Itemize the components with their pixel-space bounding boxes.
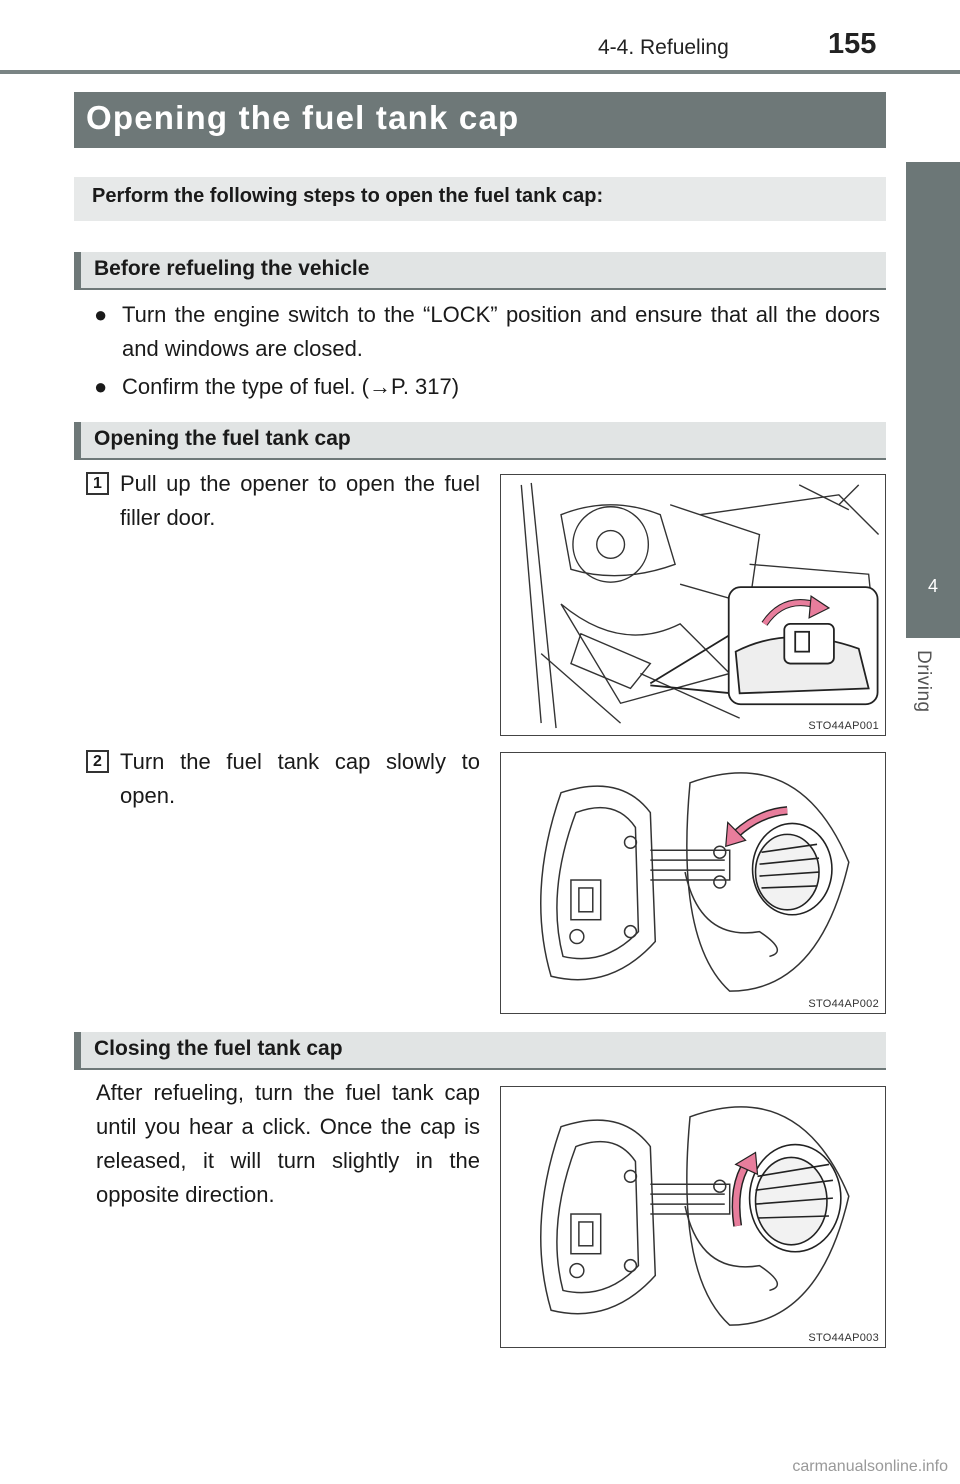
page-number: 155 xyxy=(828,28,877,60)
header-rule xyxy=(0,70,960,74)
bullet-icon: ● xyxy=(94,302,108,327)
figure-code: STO44AP003 xyxy=(808,1332,879,1344)
bullet-icon: ● xyxy=(94,374,108,399)
chapter-number: 4 xyxy=(927,576,938,596)
chapter-label: Driving xyxy=(913,650,934,713)
figure-turn-cap-open xyxy=(500,752,886,1014)
figure-fuel-door-opener xyxy=(500,474,886,736)
figure-close-cap xyxy=(500,1086,886,1348)
section-heading-before-refueling: Before refueling the vehicle xyxy=(94,257,370,280)
figure-code: STO44AP002 xyxy=(808,998,879,1010)
step-number-badge: 1 xyxy=(86,472,109,495)
figure-fuel-door-opener-drawing xyxy=(501,475,885,735)
step-2-text: Turn the fuel tank cap slowly to open. xyxy=(120,749,480,808)
running-header-section: 4-4. Refueling xyxy=(598,36,729,59)
figure-code: STO44AP001 xyxy=(808,720,879,732)
section-header-accent xyxy=(74,252,81,290)
bullet-text-fuel-type: Confirm the type of fuel. (→P. 317) xyxy=(122,374,460,399)
intro-text: Perform the following steps to open the fuel tank cap: xyxy=(92,185,604,207)
figure-close-cap-drawing xyxy=(501,1087,885,1347)
closing-instructions: After refueling, turn the fuel tank cap until you hear a click. Once the cap is released, it will turn slightly in the opposite direction. xyxy=(96,1080,480,1207)
figure-turn-cap-open-drawing xyxy=(501,753,885,1013)
section-heading-closing: Closing the fuel tank cap xyxy=(94,1037,343,1060)
chapter-side-tab xyxy=(906,162,960,638)
step-number-badge: 2 xyxy=(86,750,109,773)
section-heading-opening: Opening the fuel tank cap xyxy=(94,427,351,450)
step-1-text: Pull up the opener to open the fuel filler door. xyxy=(120,471,480,530)
section-header-accent xyxy=(74,1032,81,1070)
watermark[interactable]: carmanualsonline.info xyxy=(792,1458,948,1475)
bullet-text-engine-switch: Turn the engine switch to the “LOCK” position and ensure that all the doors and windows are closed. xyxy=(122,302,880,361)
section-header-accent xyxy=(74,422,81,460)
page-title: Opening the fuel tank cap xyxy=(86,99,520,136)
